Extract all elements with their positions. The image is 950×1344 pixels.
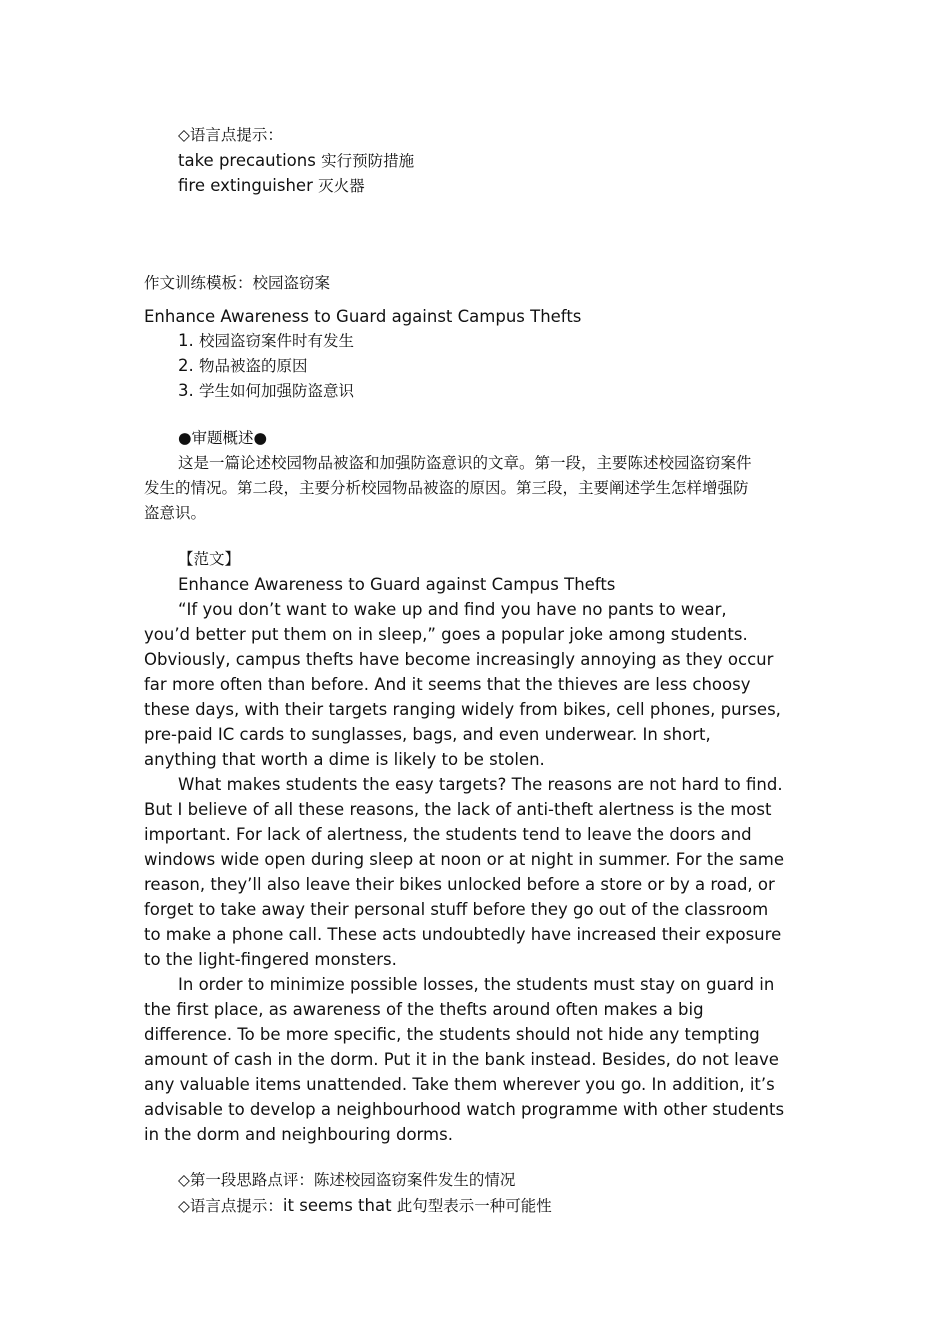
essay-line: But I believe of all these reasons, the lack of anti-theft alertness is the most xyxy=(144,800,772,819)
essay-line: any valuable items unattended. Take them wherever you go. In addition, it’s xyxy=(144,1075,775,1094)
essay-line: anything that worth a dime is likely to be stolen. xyxy=(144,750,545,769)
hint-item xyxy=(178,173,365,199)
hint-en: take precautions xyxy=(178,151,316,170)
overview-line: 发生的情况。第二段，主要分析校园物品被盗的原因。第三段，主要阐述学生怎样增强防 xyxy=(144,479,749,497)
hints-heading: ◇语言点提示： xyxy=(178,126,283,144)
essay-line: Obviously, campus thefts have become increasingly annoying as they occur xyxy=(144,650,774,669)
essay-line: What makes students the easy targets? The reasons are not hard to find. xyxy=(178,775,783,794)
outline-item xyxy=(178,353,308,379)
essay-line: difference. To be more specific, the students should not hide any tempting xyxy=(144,1025,760,1044)
essay-line: important. For lack of alertness, the students tend to leave the doors and xyxy=(144,825,752,844)
outline-text: 校园盗窃案件时有发生 xyxy=(199,332,355,350)
sample-title: Enhance Awareness to Guard against Campus Thefts xyxy=(178,575,616,594)
para1-review: ◇第一段思路点评：陈述校园盗窃案件发生的情况 xyxy=(178,1171,516,1189)
template-title: 作文训练模板：校园盗窃案 xyxy=(144,274,331,292)
hint-en: fire extinguisher xyxy=(178,176,313,195)
essay-line: windows wide open during sleep at noon or at night in summer. For the same xyxy=(144,850,784,869)
essay-line: to make a phone call. These acts undoubtedly have increased their exposure xyxy=(144,925,782,944)
essay-line: “If you don’t want to wake up and find you have no pants to wear, xyxy=(178,600,727,619)
essay-line: forget to take away their personal stuff before they go out of the classroom xyxy=(144,900,769,919)
overview-heading: ●审题概述● xyxy=(178,429,268,447)
language-hint-label: ◇语言点提示： xyxy=(178,1197,283,1215)
language-hint-en: it seems that xyxy=(282,1196,392,1215)
outline-number: 2. xyxy=(178,356,194,375)
overview-line: 这是一篇论述校园物品被盗和加强防盗意识的文章。第一段，主要陈述校园盗窃案件 xyxy=(178,454,752,472)
language-hint xyxy=(178,1193,552,1219)
hint-item xyxy=(178,148,414,174)
essay-line: the first place, as awareness of the thefts around often makes a big xyxy=(144,1000,704,1019)
hint-cn: 灭火器 xyxy=(318,177,365,195)
hint-cn: 实行预防措施 xyxy=(321,152,415,170)
outline-number: 1. xyxy=(178,331,194,350)
essay-line: pre-paid IC cards to sunglasses, bags, and even underwear. In short, xyxy=(144,725,711,744)
essay-line: reason, they’ll also leave their bikes unlocked before a store or by a road, or xyxy=(144,875,775,894)
outline-text: 学生如何加强防盗意识 xyxy=(199,382,355,400)
essay-line: amount of cash in the dorm. Put it in the bank instead. Besides, do not leave xyxy=(144,1050,779,1069)
outline-number: 3. xyxy=(178,381,194,400)
essay-line: far more often than before. And it seems that the thieves are less choosy xyxy=(144,675,751,694)
essay-line: in the dorm and neighbouring dorms. xyxy=(144,1125,453,1144)
essay-line: to the light-fingered monsters. xyxy=(144,950,397,969)
essay-line: these days, with their targets ranging widely from bikes, cell phones, purses, xyxy=(144,700,781,719)
outline-item xyxy=(178,328,354,354)
overview-line: 盗意识。 xyxy=(144,504,207,522)
essay-line: advisable to develop a neighbourhood watch programme with other students xyxy=(144,1100,785,1119)
essay-line: you’d better put them on in sleep,” goes a popular joke among students. xyxy=(144,625,748,644)
essay-line: In order to minimize possible losses, the students must stay on guard in xyxy=(178,975,775,994)
essay-title: Enhance Awareness to Guard against Campus Thefts xyxy=(144,307,582,326)
outline-item xyxy=(178,378,354,404)
language-hint-cn: 此句型表示一种可能性 xyxy=(396,1197,552,1215)
outline-text: 物品被盗的原因 xyxy=(199,357,308,375)
sample-heading: 【范文】 xyxy=(178,550,241,568)
